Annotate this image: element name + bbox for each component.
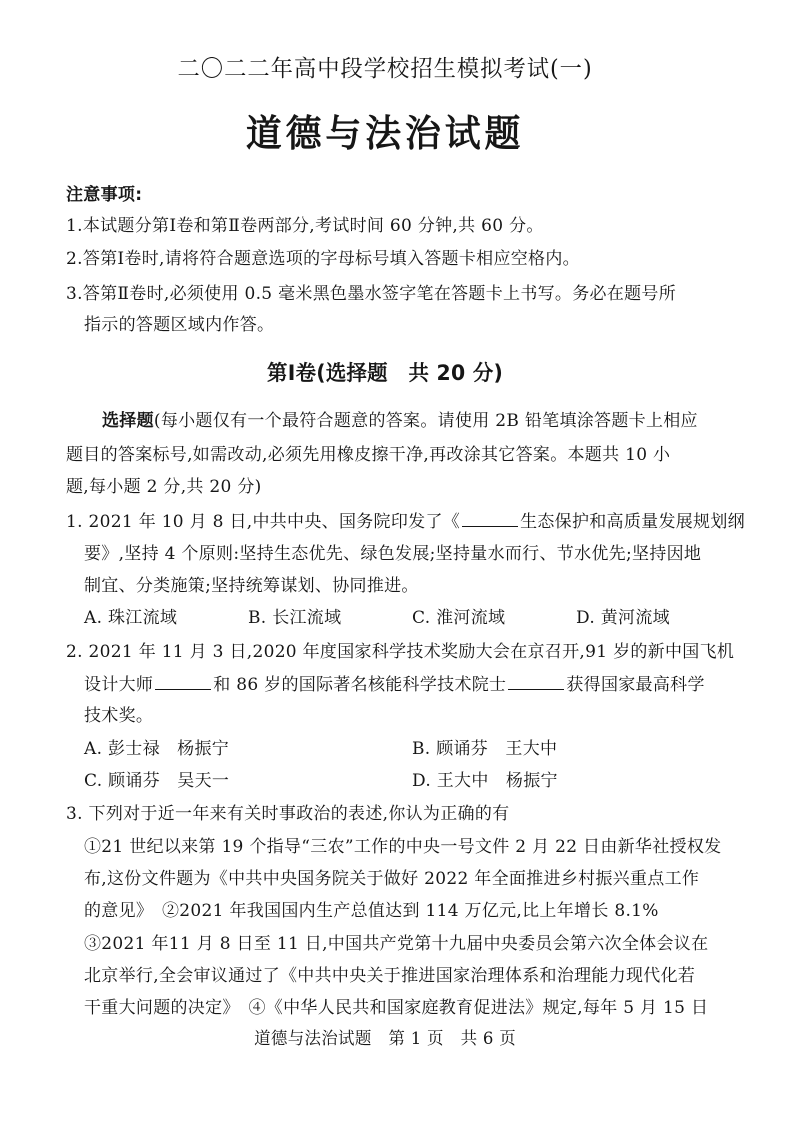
answer-blank — [155, 673, 211, 690]
question-1-text-a: 1. 2021 年 10 月 8 日,中共中央、国务院印发了《 — [66, 512, 461, 532]
notice-item-3-line-2: 指示的答题区域内作答。 — [84, 315, 275, 335]
section-instructions-line-1 — [102, 410, 698, 432]
answer-blank — [462, 510, 518, 527]
question-1-option-d: D. 黄河流域 — [576, 608, 670, 628]
question-1-text-b: 生态保护和高质量发展规划纲 — [520, 512, 745, 532]
question-2-text-b: 和 86 岁的国际著名核能科学技术院士 — [213, 675, 507, 695]
question-2-text-c: 获得国家最高科学 — [566, 675, 705, 695]
question-3-line-5: ③2021 年11 月 8 日至 11 日,中国共产党第十九届中央委员会第六次全体会议在 — [84, 934, 709, 954]
question-1-line-3: 制宜、分类施策;坚持统筹谋划、协同推进。 — [84, 576, 419, 596]
instructions-text: (每小题仅有一个最符合题意的答案。请使用 2B 铅笔填涂答题卡上相应 — [153, 411, 698, 431]
question-3-line-3: 布,这份文件题为《中共中央国务院关于做好 2022 年全面推进乡村振兴重点工作 — [84, 869, 700, 889]
question-3-line-6: 北京举行,全会审议通过了《中共中央关于推进国家治理体系和治理能力现代化若 — [84, 966, 696, 986]
question-1-line-2: 要》,坚持 4 个原则:坚持生态优先、绿色发展;坚持量水而行、节水优先;坚持因地 — [84, 544, 702, 564]
question-3-line-1: 3. 下列对于近一年来有关时事政治的表述,你认为正确的有 — [66, 804, 510, 824]
page-footer: 道德与法治试题 第 1 页 共 6 页 — [254, 1029, 517, 1049]
question-2-line-3: 技术奖。 — [84, 706, 154, 726]
notice-item-1: 1.本试题分第Ⅰ卷和第Ⅱ卷两部分,考试时间 60 分钟,共 60 分。 — [66, 216, 544, 236]
notice-item-2: 2.答第Ⅰ卷时,请将符合题意选项的字母标号填入答题卡相应空格内。 — [66, 249, 580, 269]
question-2-option-d: D. 王大中 杨振宁 — [412, 771, 558, 791]
section-instructions-line-3: 题,每小题 2 分,共 20 分) — [66, 477, 262, 497]
notice-item-3-line-1: 3.答第Ⅱ卷时,必须使用 0.5 毫米黑色墨水签字笔在答题卡上书写。务必在题号所 — [66, 284, 677, 304]
question-3-line-2: ①21 世纪以来第 19 个指导“三农”工作的中央一号文件 2 月 22 日由新华社授权发 — [84, 837, 722, 857]
question-2-text-a: 设计大师 — [84, 675, 154, 695]
question-2-option-b: B. 顾诵芬 王大中 — [412, 739, 558, 759]
question-2-line-1: 2. 2021 年 11 月 3 日,2020 年度国家科学技术奖励大会在京召开,91 岁的新中国飞机 — [66, 642, 735, 662]
exam-title: 二〇二二年高中段学校招生模拟考试(一) — [177, 56, 593, 82]
subject-title: 道德与法治试题 — [245, 112, 525, 155]
notice-heading: 注意事项: — [66, 185, 143, 205]
question-1-option-c: C. 淮河流域 — [412, 608, 506, 628]
question-3-line-7: 干重大问题的决定》 ④《中华人民共和国家庭教育促进法》规定,每年 5 月 15 日 — [84, 998, 709, 1018]
question-1-option-a: A. 珠江流域 — [84, 608, 178, 628]
answer-blank — [508, 673, 564, 690]
question-2-option-a: A. 彭士禄 杨振宁 — [84, 739, 230, 759]
section-instructions-line-2: 题目的答案标号,如需改动,必须先用橡皮擦干净,再改涂其它答案。本题共 10 小 — [66, 445, 671, 465]
section-title: 第Ⅰ卷(选择题 共 20 分) — [267, 361, 504, 385]
question-2-option-c: C. 顾诵芬 吴天一 — [84, 771, 230, 791]
question-1-line-1 — [66, 510, 745, 533]
instructions-heading: 选择题 — [102, 411, 154, 431]
question-3-line-4: 的意见》 ②2021 年我国国内生产总值达到 114 万亿元,比上年增长 8.1% — [84, 901, 659, 921]
question-1-option-b: B. 长江流域 — [248, 608, 342, 628]
question-2-line-2 — [84, 673, 705, 696]
